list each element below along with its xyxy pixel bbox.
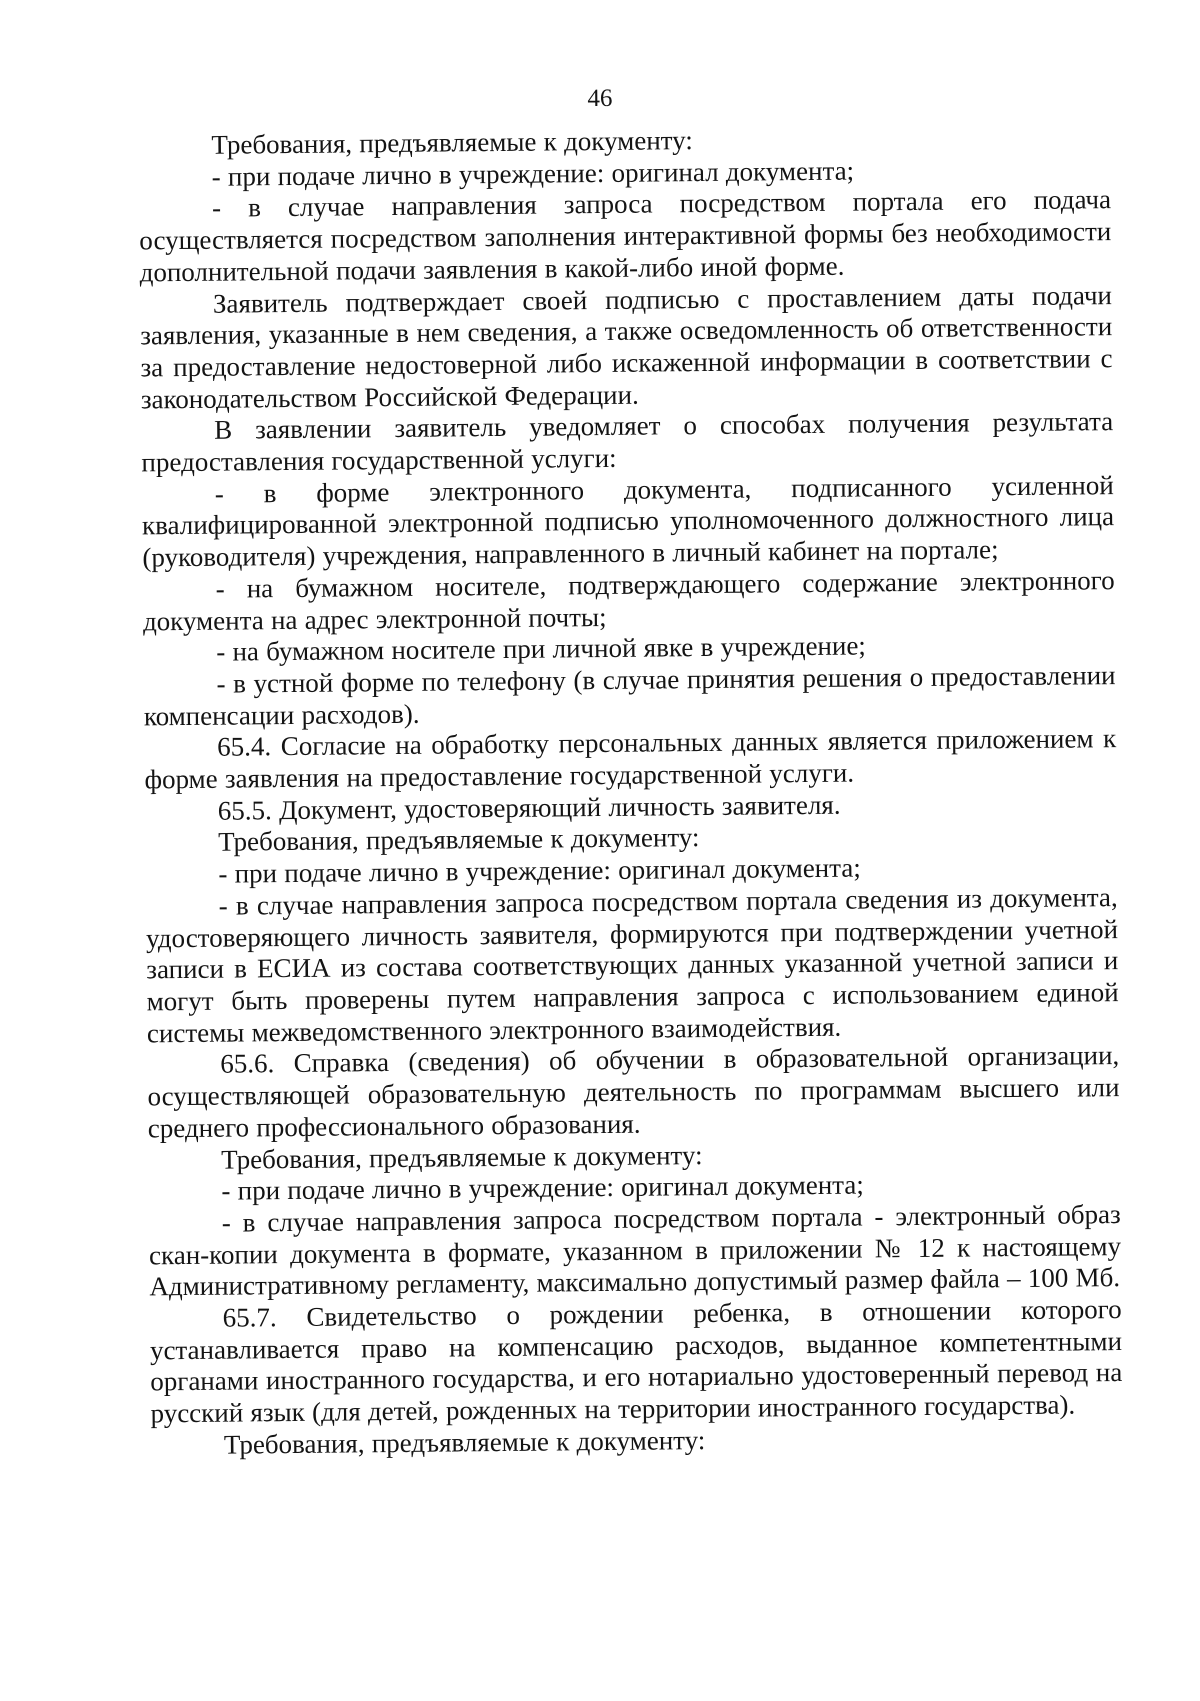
paragraph-portal-esia: - в случае направления запроса посредством портала сведения из документа, удостоверяющего личность заявителя, формируются при подтверждении учетной записи в ЕСИА из состава соответствующих данных указанной учетной записи и могут быть проверены путем направления запроса с использованием единой системы межведомственного электронного взаимодействия. xyxy=(145,881,1119,1049)
paragraph-portal: - в случае направления запроса посредством портала его подача осуществляется посредством заполнения интерактивной формы без необходимости дополнительной подачи заявления в какой-либо иной форме. xyxy=(139,184,1112,288)
paragraph-electronic-document: - в форме электронного документа, подписанного усиленной квалифицированной электронной подписью уполномоченного должностного лица (руководителя) учреждения, направленного в личный кабинет на портале; xyxy=(141,469,1115,573)
paragraph-in-person: - при подаче лично в учреждение: оригинал документа; xyxy=(211,155,855,192)
paragraph-65-6: 65.6. Справка (сведения) об обучении в образовательной организации, осуществляющей образовательную деятельность по программам высшего или среднего профессионального образования. xyxy=(147,1040,1120,1144)
paragraph-requirements-3: Требования, предъявляемые к документу: xyxy=(221,1139,703,1175)
document-body xyxy=(138,121,1123,1462)
paragraph-in-person-3: - при подаче лично в учреждение: оригинал документа; xyxy=(221,1169,864,1206)
paragraph-in-person-2: - при подаче лично в учреждение: оригинал документа; xyxy=(218,852,861,889)
paragraph-result-methods: В заявлении заявитель уведомляет о способах получения результата предоставления государственной услуги: xyxy=(141,406,1114,478)
paragraph-65-4: 65.4. Согласие на обработку персональных данных является приложением к форме заявления на предоставление государственной услуги. xyxy=(144,723,1117,795)
paragraph-paper-email: - на бумажном носителе, подтверждающего содержание электронного документа на адрес электронной почты; xyxy=(142,564,1115,636)
paragraph-65-7: 65.7. Свидетельство о рождении ребенка, в отношении которого устанавливается право на компенсацию расходов, выданное компетентными органами иностранного государства, и его нотариально удостоверенный перевод на русский язык (для детей, рожденных на территории иностранного государства). xyxy=(149,1294,1123,1429)
paragraph-phone: - в устной форме по телефону (в случае принятия решения о предоставлении компенсации расходов). xyxy=(143,660,1116,732)
paragraph-requirements-2: Требования, предъявляемые к документу: xyxy=(217,822,700,858)
paragraph-65-5: 65.5. Документ, удостоверяющий личность заявителя. xyxy=(217,789,841,826)
paragraph-paper-personal: - на бумажном носителе при личной явке в учреждение; xyxy=(216,630,867,667)
paragraph-requirements: Требования, предъявляемые к документу: xyxy=(211,125,693,160)
paragraph-portal-scan: - в случае направления запроса посредством портала - электронный образ скан-копии документа в формате, указанном в приложении № 12 к настоящему Административному регламенту, максимально допустимый размер файла – 100 Мб. xyxy=(148,1198,1122,1302)
page-number: 46 xyxy=(587,84,613,113)
paragraph-applicant-signature: Заявитель подтверждает своей подписью с проставлением даты подачи заявления, указанные в нем сведения, а также осведомленность об ответственности за предоставление недостоверной либо искаженной информации в соответствии с законодательством Российской Федерации. xyxy=(140,279,1113,415)
paragraph-requirements-4: Требования, предъявляемые к документу: xyxy=(223,1424,706,1460)
